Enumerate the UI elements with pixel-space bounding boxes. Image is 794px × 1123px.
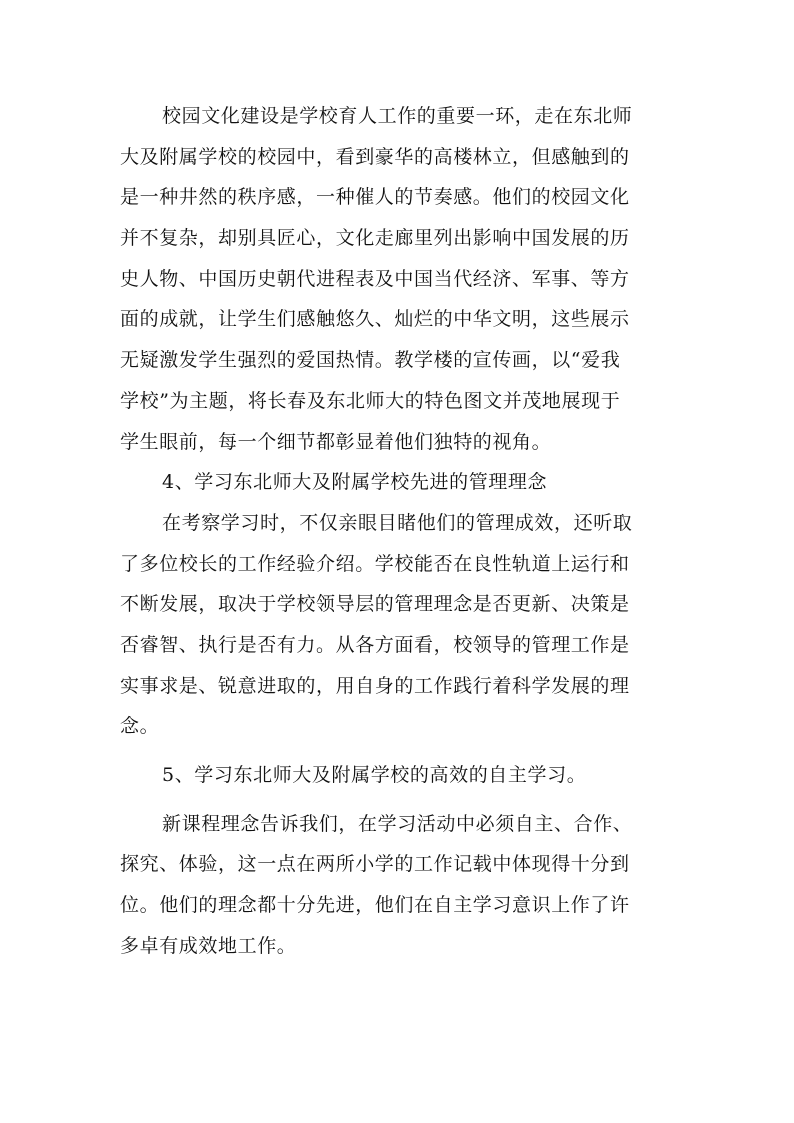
- paragraph-line: 位。他们的理念都十分先进，他们在自主学习意识上作了许: [120, 894, 630, 917]
- paragraph-line: 否睿智、执行是否有力。从各方面看，校领导的管理工作是: [120, 633, 630, 656]
- paragraph-line: 念。: [120, 715, 160, 738]
- paragraph-line: 面的成就，让学生们感触悠久、灿烂的中华文明，这些展示: [120, 308, 630, 331]
- paragraph-line: 多卓有成效地工作。: [120, 934, 297, 957]
- paragraph-line: 了多位校长的工作经验介绍。学校能否在良性轨道上运行和: [120, 552, 630, 575]
- paragraph-line: 新课程理念告诉我们，在学习活动中必须自主、合作、: [162, 812, 633, 835]
- paragraph-line: 学校”为主题，将长春及东北师大的特色图文并茂地展现于: [120, 389, 621, 412]
- spacer: [120, 796, 680, 804]
- paragraph-line: 学生眼前，每一个细节都彰显着他们独特的视角。: [120, 430, 552, 453]
- paragraph-line: 是一种井然的秩序感，一种催人的节奏感。他们的校园文化: [120, 186, 630, 209]
- spacer: [120, 747, 680, 755]
- paragraph-line: 实事求是、锐意进取的，用自身的工作践行着科学发展的理: [120, 674, 630, 697]
- paragraph-line: 并不复杂，却别具匠心，文化走廊里列出影响中国发展的历: [120, 227, 630, 250]
- paragraph-line: 不断发展，取决于学校领导层的管理理念是否更新、决策是: [120, 593, 630, 616]
- paragraph-line: 校园文化建设是学校育人工作的重要一环，走在东北师: [162, 105, 633, 127]
- paragraph-line: 史人物、中国历史朝代进程表及中国当代经济、军事、等方: [120, 267, 630, 290]
- section-heading-5: 5、学习东北师大及附属学校的高效的自主学习。: [162, 764, 587, 786]
- paragraph-line: 无疑激发学生强烈的爱国热情。教学楼的宣传画，以“爱我: [120, 349, 621, 372]
- document-body: [120, 96, 680, 966]
- paragraph-line: 探究、体验，这一点在两所小学的工作记载中体现得十分到: [120, 853, 630, 876]
- section-heading-4: 4、学习东北师大及附属学校先进的管理理念: [162, 471, 548, 494]
- paragraph-line: 大及附属学校的校园中，看到豪华的高楼林立，但感触到的: [120, 145, 630, 168]
- paragraph-line: 在考察学习时，不仅亲眼目睹他们的管理成效，还听取: [162, 511, 633, 534]
